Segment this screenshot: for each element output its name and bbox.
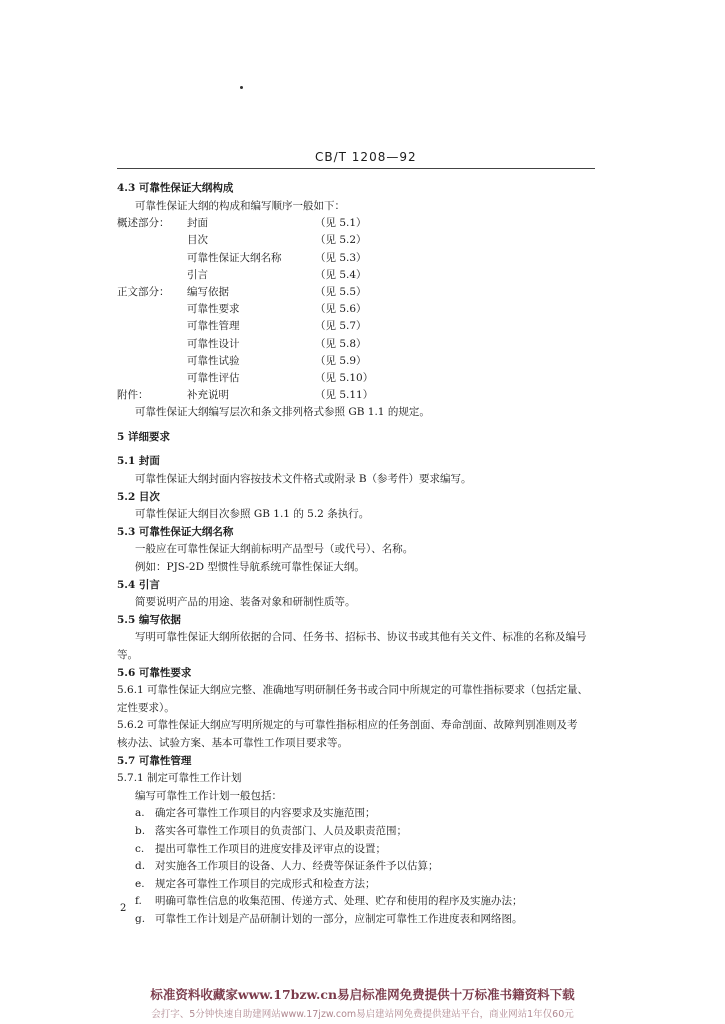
- list-letter: f.: [135, 895, 142, 908]
- paragraph: 简要说明产品的用途、装备对象和研制性质等。: [135, 596, 356, 609]
- list-item: [117, 893, 595, 911]
- outline-part: [117, 370, 187, 387]
- outline-item: 可靠性管理: [187, 320, 240, 333]
- outline-row: [117, 318, 595, 335]
- outline-ref: （见 5.3）: [315, 251, 367, 264]
- outline-item: 编写依据: [187, 285, 229, 298]
- outline-part: [117, 267, 187, 284]
- outline-item: 可靠性设计: [187, 337, 240, 350]
- paragraph-continuation: 核办法、试验方案、基本可靠性工作项目要求等。: [117, 736, 348, 749]
- outline-row: [117, 353, 595, 370]
- section-intro: 可靠性保证大纲的构成和编写顺序一般如下：: [135, 199, 345, 212]
- outline-part: 正文部分：: [117, 285, 170, 298]
- paragraph-continuation: 定性要求）。: [117, 701, 175, 714]
- list-letter: e.: [135, 877, 145, 890]
- list-item: [117, 823, 595, 841]
- list-letter: a.: [135, 807, 145, 820]
- format-note: 可靠性保证大纲编写层次和条文排列格式参照 GB 1.1 的规定。: [135, 406, 430, 419]
- outline-row: [117, 370, 595, 387]
- outline-row: [117, 301, 595, 318]
- outline-ref: （见 5.5）: [315, 285, 367, 298]
- list-item: [117, 911, 595, 929]
- outline-ref: （见 5.9）: [315, 354, 367, 367]
- section-heading-5-3: 5.3 可靠性保证大纲名称: [117, 525, 234, 538]
- outline-list: [117, 215, 595, 404]
- paragraph: 一般应在可靠性保证大纲前标明产品型号（或代号）、名称。: [135, 543, 414, 556]
- standard-code: CB/T 1208—92: [315, 150, 417, 164]
- outline-part: 概述部分：: [117, 217, 170, 230]
- paragraph: 可靠性保证大纲封面内容按技术文件格式或附录 B（参考件）要求编写。: [135, 473, 472, 486]
- scan-speck: [240, 86, 243, 89]
- list-item: [117, 841, 595, 859]
- outline-ref: （见 5.4）: [315, 268, 367, 281]
- footer-banner-line2: 会打字、5分钟快速自助建网站www.17jzw.com易启建站网免费提供建站平台，商业网站1年仅60元: [151, 1009, 574, 1020]
- list-item: [117, 876, 595, 894]
- list-item: [117, 805, 595, 823]
- outline-row: [117, 267, 595, 284]
- outline-part: [117, 301, 187, 318]
- paragraph: 可靠性保证大纲目次参照 GB 1.1 的 5.2 条执行。: [135, 508, 370, 521]
- page-number: 2: [120, 903, 127, 914]
- footer-banner-line1: 标准资料收藏家www.17bzw.cn易启标准网免费提供十万标准书籍资料下载: [150, 987, 575, 1002]
- outline-ref: （见 5.1）: [315, 217, 367, 230]
- list-letter: c.: [135, 842, 145, 855]
- outline-part: [117, 336, 187, 353]
- outline-row: [117, 232, 595, 249]
- outline-ref: （见 5.2）: [315, 234, 367, 247]
- list-text: 确定各可靠性工作项目的内容要求及实施范围；: [155, 807, 376, 820]
- section-heading-5-1: 5.1 封面: [117, 455, 160, 468]
- section-heading-5-5: 5.5 编写依据: [117, 613, 181, 626]
- section-heading-5-7: 5.7 可靠性管理: [117, 754, 192, 767]
- section-heading-5-2: 5.2 目次: [117, 490, 160, 503]
- outline-item: 目次: [187, 234, 208, 247]
- list-text: 落实各可靠性工作项目的负责部门、人员及职责范围；: [155, 824, 407, 837]
- paragraph: 编写可靠性工作计划一般包括：: [135, 789, 282, 802]
- outline-ref: （见 5.10）: [315, 371, 374, 384]
- outline-item: 引言: [187, 268, 208, 281]
- outline-part: [117, 353, 187, 370]
- outline-ref: （见 5.11）: [315, 389, 374, 402]
- outline-row: [117, 284, 595, 301]
- clause-5-6-2: 5.6.2 可靠性保证大纲应写明所规定的与可靠性指标相应的任务剖面、寿命剖面、故障判别准则及考: [117, 719, 578, 732]
- list-text: 可靠性工作计划是产品研制计划的一部分，应制定可靠性工作进度表和网络图。: [155, 912, 523, 925]
- outline-row: [117, 250, 595, 267]
- list-letter: d.: [135, 860, 146, 873]
- list-text: 对实施各工作项目的设备、人力、经费等保证条件予以估算；: [155, 860, 439, 873]
- paragraph-continuation: 等。: [117, 648, 138, 661]
- paragraph: 例如：PJS-2D 型惯性导航系统可靠性保证大纲。: [135, 561, 365, 573]
- header-divider: [117, 168, 595, 169]
- outline-row: [117, 387, 595, 404]
- outline-part: [117, 250, 187, 267]
- outline-item: 可靠性要求: [187, 303, 240, 316]
- section-heading-5: 5 详细要求: [117, 430, 170, 443]
- clause-5-6-1: 5.6.1 可靠性保证大纲应完整、准确地写明研制任务书或合同中所规定的可靠性指标要求（包括定量、: [117, 684, 589, 697]
- document-body: [117, 180, 595, 928]
- outline-part: [117, 318, 187, 335]
- list-letter: g.: [135, 912, 146, 925]
- section-heading-5-6: 5.6 可靠性要求: [117, 666, 192, 679]
- section-heading-5-4: 5.4 引言: [117, 578, 160, 591]
- outline-part: [117, 232, 187, 249]
- outline-row: [117, 336, 595, 353]
- clause-5-7-1: 5.7.1 制定可靠性工作计划: [117, 772, 242, 785]
- outline-item: 可靠性试验: [187, 354, 240, 367]
- section-heading-4-3: 4.3 可靠性保证大纲构成: [117, 182, 234, 194]
- outline-ref: （见 5.7）: [315, 320, 367, 333]
- outline-item: 封面: [187, 217, 208, 230]
- list-text: 明确可靠性信息的收集范围、传递方式、处理、贮存和使用的程序及实施办法；: [155, 895, 523, 908]
- outline-ref: （见 5.6）: [315, 303, 367, 316]
- outline-ref: （见 5.8）: [315, 337, 367, 350]
- list-text: 提出可靠性工作项目的进度安排及评审点的设置；: [155, 842, 386, 855]
- outline-part: 附件：: [117, 389, 149, 402]
- outline-item: 可靠性评估: [187, 371, 240, 384]
- plan-items-list: [117, 805, 595, 928]
- list-text: 规定各可靠性工作项目的完成形式和检查方法；: [155, 877, 376, 890]
- outline-item: 补充说明: [187, 389, 229, 402]
- paragraph: 写明可靠性保证大纲所依据的合同、任务书、招标书、协议书或其他有关文件、标准的名称及编号: [135, 631, 587, 644]
- list-letter: b.: [135, 824, 146, 837]
- list-item: [117, 858, 595, 876]
- outline-item: 可靠性保证大纲名称: [187, 251, 282, 264]
- outline-row: [117, 215, 595, 232]
